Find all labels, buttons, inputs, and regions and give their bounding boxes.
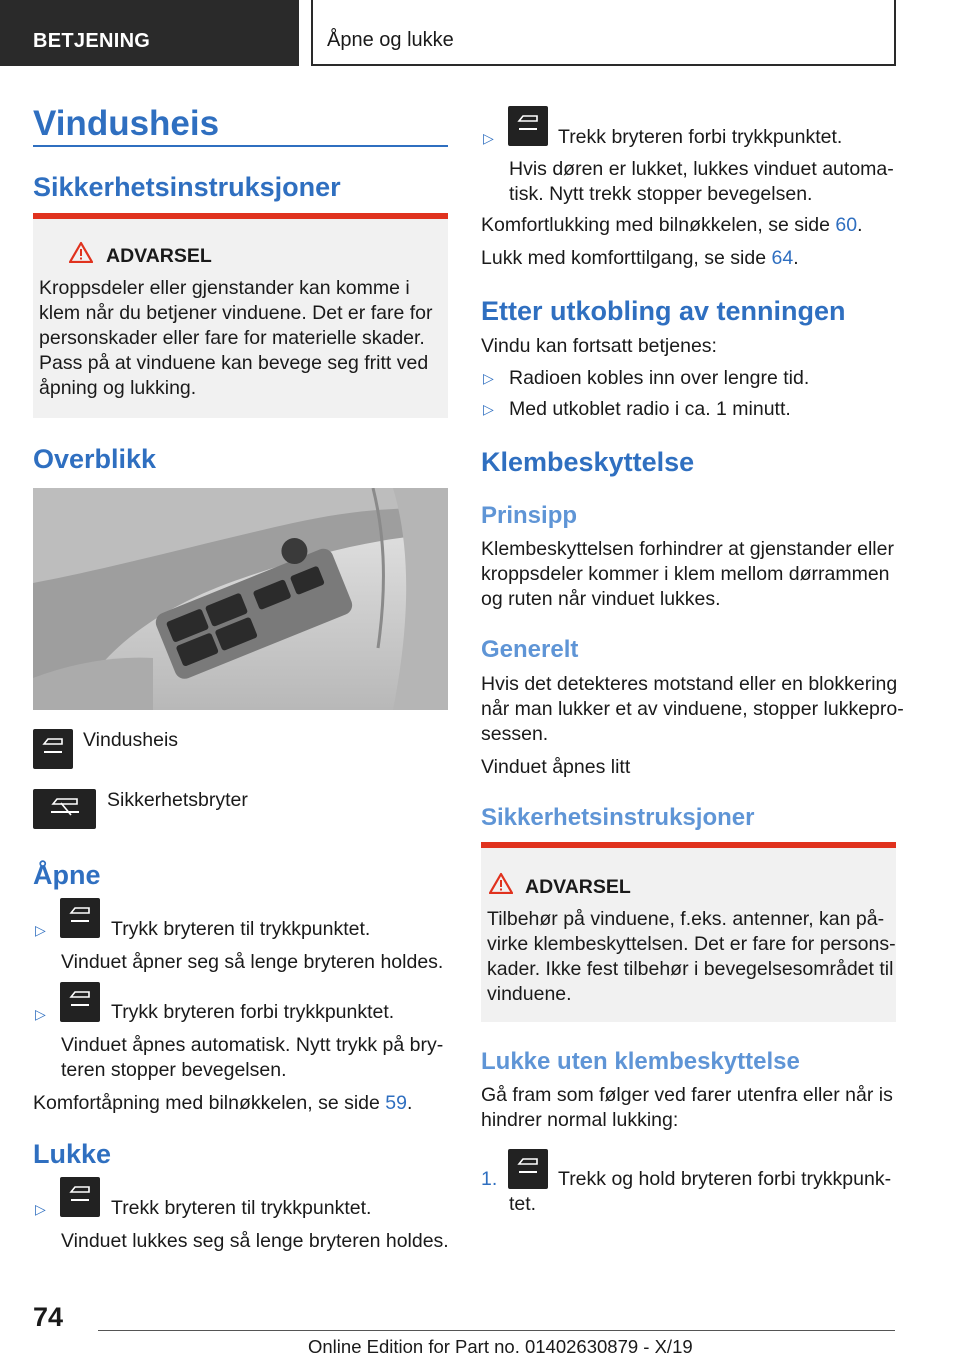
open-item-1-line1: Trykk bryteren til trykkpunktet. — [111, 918, 371, 940]
bullet-icon: ▷ — [35, 1006, 46, 1022]
chapter-tab — [311, 0, 896, 66]
principle-text: Klembeskyttelsen forhindrer at gjenstander eller kroppsdeler kommer i klem mellom dørrammen og ruten når vinduet lukkes. — [481, 538, 894, 610]
section-title: BETJENING — [33, 30, 151, 52]
window-switch-icon — [60, 898, 100, 938]
after-ignition-heading: Etter utkobling av tenningen — [481, 296, 846, 326]
open-item-1-line2: Vinduet åpner seg så lenge bryteren holdes. — [61, 951, 444, 973]
title-rule — [33, 145, 448, 147]
after-item-1: Radioen kobles inn over lengre tid. — [509, 367, 810, 389]
general-heading: Generelt — [481, 636, 579, 663]
warning-text: Kroppsdeler eller gjenstander kan komme i klem når du betjener vinduene. Det er fare for personskader eller fare for materielle skader. Pass på at vinduene kan bevege seg fritt ved åpning og lukking. — [39, 277, 433, 399]
warning-text: Tilbehør på vinduene, f.eks. antenner, kan på- virke klembeskyttelsen. Det er fare for persons- kader. Ikke fest tilbehør i bevegelsesområdet til vinduene. — [487, 908, 896, 1005]
bullet-icon: ▷ — [483, 370, 494, 386]
page-link-60[interactable]: 60 — [835, 214, 858, 236]
after-intro: Vindu kan fortsatt betjenes: — [481, 335, 717, 357]
page-link-59[interactable]: 59 — [385, 1092, 407, 1114]
window-switch-icon — [60, 982, 100, 1022]
comfort-open-text: Komfortåpning med bilnøkkelen, se side 59. — [33, 1092, 413, 1114]
principle-heading: Prinsipp — [481, 502, 578, 529]
warning-triangle-icon — [69, 241, 93, 263]
step-number: 1. — [481, 1168, 498, 1190]
close-item-1-line1: Trekk bryteren til trykkpunktet. — [111, 1197, 372, 1219]
close-heading: Lukke — [33, 1139, 112, 1169]
legend-label-window: Vindusheis — [83, 729, 179, 751]
window-switch-icon — [33, 729, 73, 769]
no-pinch-heading: Lukke uten klembeskyttelse — [481, 1048, 800, 1075]
warning-box-right — [481, 842, 896, 1022]
footer-rule — [98, 1330, 895, 1331]
open-heading: Åpne — [33, 860, 101, 890]
no-pinch-text: Gå fram som følger ved farer utenfra eller når is hindrer normal lukking: — [481, 1084, 893, 1131]
edition-text: Online Edition for Part no. 01402630879 - X/19 — [308, 1336, 693, 1357]
bullet-icon: ▷ — [483, 130, 494, 146]
close-item-2-line2: Hvis døren er lukket, lukkes vinduet automa- — [509, 158, 894, 180]
window-switch-icon — [508, 106, 548, 146]
after-item-2: Med utkoblet radio i ca. 1 minutt. — [509, 398, 791, 420]
window-switch-icon — [508, 1149, 548, 1189]
close-item-1-line2: Vinduet lukkes seg så lenge bryteren holdes. — [61, 1230, 449, 1252]
warning-box-left — [33, 213, 448, 418]
open-item-2-line3: teren stopper bevegelsen. — [61, 1059, 287, 1081]
legend-label-safety: Sikkerhetsbryter — [107, 789, 248, 811]
safety-switch-icon — [33, 789, 96, 829]
step-1-line1: Trekk og hold bryteren forbi trykkpunk- — [558, 1168, 892, 1190]
close-item-2-line3: tisk. Nytt trekk stopper bevegelsen. — [509, 183, 813, 205]
safety-heading-right: Sikkerhetsinstruksjoner — [481, 804, 755, 831]
bullet-icon: ▷ — [35, 922, 46, 938]
warning-label: ADVARSEL — [525, 876, 631, 898]
open-item-2-line1: Trykk bryteren forbi trykkpunktet. — [111, 1001, 395, 1023]
general-text: Hvis det detekteres motstand eller en blokkering når man lukker et av vinduene, stopper lukkepro- sessen. — [481, 673, 904, 745]
chapter-title: Åpne og lukke — [327, 29, 454, 51]
page-link-64[interactable]: 64 — [771, 247, 794, 269]
bullet-icon: ▷ — [483, 401, 494, 417]
window-switch-icon — [60, 1177, 100, 1217]
pinch-heading: Klembeskyttelse — [481, 447, 695, 477]
warning-triangle-icon — [489, 872, 513, 894]
page-title: Vindusheis — [33, 104, 220, 143]
step-1-line2: tet. — [509, 1193, 537, 1215]
warning-label: ADVARSEL — [106, 245, 212, 267]
section-tab — [0, 0, 299, 66]
close-item-2-line1: Trekk bryteren forbi trykkpunktet. — [558, 126, 843, 148]
comfort-close-text: Komfortlukking med bilnøkkelen, se side 60. — [481, 214, 863, 236]
open-item-2-line2: Vinduet åpnes automatisk. Nytt trykk på bry- — [61, 1034, 444, 1056]
overview-heading: Overblikk — [33, 444, 157, 474]
comfort-access-text: Lukk med komforttilgang, se side 64. — [481, 247, 799, 269]
general-note: Vinduet åpnes litt — [481, 756, 631, 778]
page-number: 74 — [33, 1302, 64, 1332]
door-panel-photo — [33, 488, 448, 710]
bullet-icon: ▷ — [35, 1201, 46, 1217]
safety-heading-left: Sikkerhetsinstruksjoner — [33, 172, 341, 202]
